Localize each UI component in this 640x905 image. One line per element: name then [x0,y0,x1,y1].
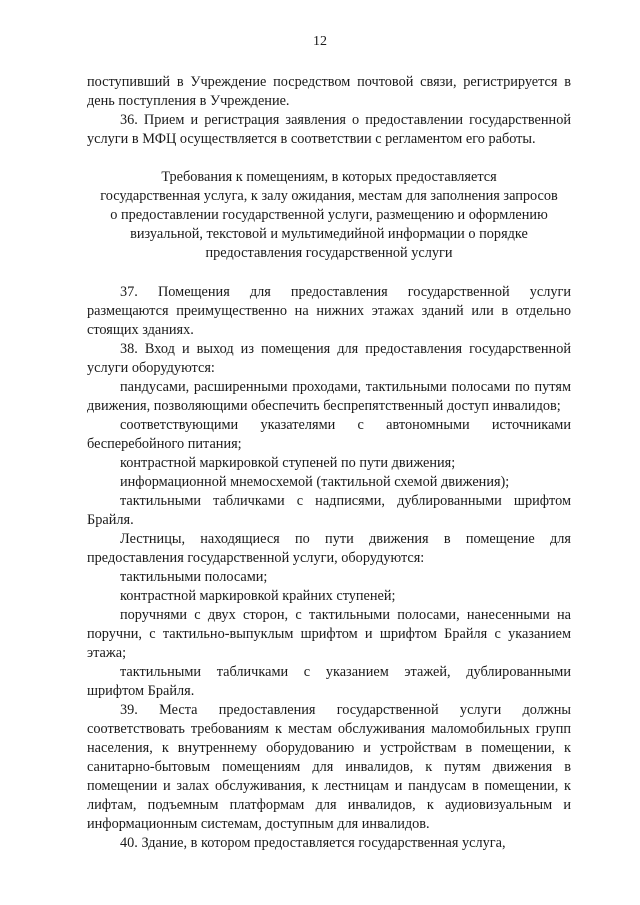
list-item: пандусами, расширенными проходами, тактильными полосами по путям движения, позволяющими обеспечить беспрепятственный доступ инвалидов; [87,379,571,414]
list-item: тактильными табличками с указанием этажей, дублированными шрифтом Брайля. [87,664,571,699]
paragraph-38: 38. Вход и выход из помещения для предоставления государственной услуги оборудуются: [87,341,571,376]
heading-line: предоставления государственной услуги [205,245,453,261]
document-body [87,73,571,853]
page-number: 12 [313,34,327,49]
paragraph-39: 39. Места предоставления государственной услуги должны соответствовать требованиям к местам обслуживания маломобильных групп населения, к внутреннему оборудованию и устройствам в помещении, к санитарно-бытовым помещениям для инвалидов, к путям движения в помещении и залах обслуживания, к лестницам и пандусам в помещении, к лифтам, подъемным платформам для инвалидов, к аудиовизуальным и информационным системам, доступным для инвалидов. [87,702,571,832]
list-item: информационной мнемосхемой (тактильной схемой движения); [120,474,510,490]
list-item: тактильными табличками с надписями, дублированными шрифтом Брайля. [87,493,571,528]
list-item: поручнями с двух сторон, с тактильными полосами, нанесенными на поручни, с тактильно-выпуклым шрифтом и шрифтом Брайля с указанием этажа; [87,607,571,661]
heading-line: визуальной, текстовой и мультимедийной информации о порядке [130,226,528,242]
paragraph-36: 36. Прием и регистрация заявления о предоставлении государственной услуги в МФЦ осуществляется в соответствии с регламентом его работы. [87,112,571,147]
heading-line: государственная услуга, к залу ожидания, местам для заполнения запросов [100,188,558,204]
paragraph-stairs: Лестницы, находящиеся по пути движения в помещение для предоставления государственной услуги, оборудуются: [87,531,571,566]
list-item: контрастной маркировкой ступеней по пути движения; [120,455,456,471]
heading-line: о предоставлении государственной услуги, размещению и оформлению [110,207,548,223]
paragraph-continuation: поступивший в Учреждение посредством почтовой связи, регистрируется в день поступления в Учреждение. [87,74,571,109]
paragraph-40: 40. Здание, в котором предоставляется государственная услуга, [120,835,506,851]
list-item: контрастной маркировкой крайних ступеней; [120,588,396,604]
paragraph-37: 37. Помещения для предоставления государственной услуги размещаются преимущественно на нижних этажах зданий или в отдельно стоящих зданиях. [87,284,571,338]
section-heading [87,168,571,263]
heading-line: Требования к помещениям, в которых предоставляется [161,169,497,185]
list-item: соответствующими указателями с автономными источниками бесперебойного питания; [87,417,571,452]
list-item: тактильными полосами; [120,569,268,585]
